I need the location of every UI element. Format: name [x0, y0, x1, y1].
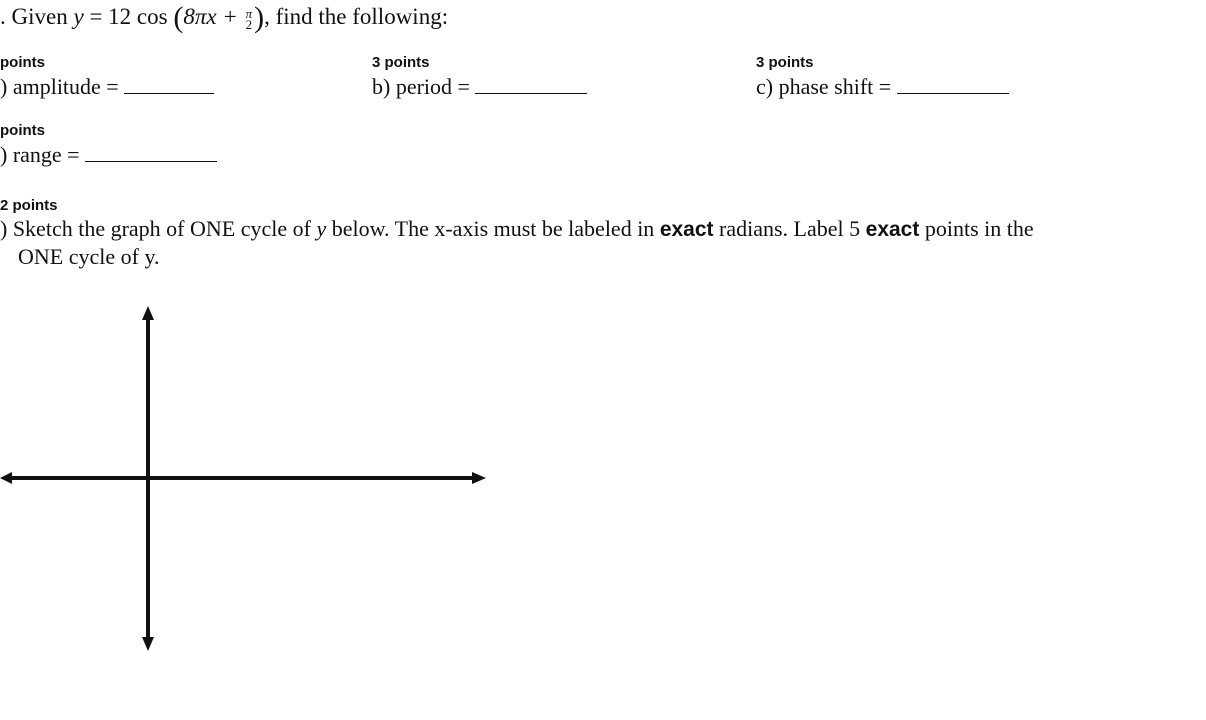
y-axis-down-arrow-icon [142, 637, 154, 651]
part-d-points: points [0, 122, 45, 139]
sketch-instructions-line1 [0, 215, 1034, 244]
cos-argument: 8πx + [183, 4, 238, 29]
question-equals: = 12 cos [83, 4, 168, 29]
part-c [756, 74, 1009, 100]
part-c-points: 3 points [756, 54, 814, 71]
fraction-numerator: π [245, 5, 253, 21]
part-b-label: b) period = [372, 74, 470, 99]
x-axis-right-arrow-icon [472, 472, 486, 484]
pi-over-two-fraction [245, 5, 253, 32]
sketch-text-3: radians. Label 5 [713, 216, 866, 241]
y-axis-up-arrow-icon [142, 306, 154, 320]
x-axis-left-arrow-icon [0, 472, 12, 484]
sketch-text-4: points in the [919, 216, 1034, 241]
open-paren: ( [173, 1, 184, 34]
fraction-denominator: 2 [245, 16, 253, 32]
sketch-exact-1: exact [659, 218, 714, 241]
sketch-y-variable: y [316, 216, 327, 241]
part-c-label: c) phase shift = [756, 74, 892, 99]
part-b-points: 3 points [372, 54, 430, 71]
sketch-text-2: below. The x-axis must be labeled in [326, 216, 660, 241]
range-answer-blank[interactable] [85, 143, 217, 162]
question-lead: . Given [0, 4, 74, 29]
amplitude-answer-blank[interactable] [124, 75, 214, 94]
part-d [0, 142, 217, 168]
part-b [372, 74, 587, 100]
part-a-points: points [0, 54, 45, 71]
part-d-label: ) range = [0, 142, 80, 167]
sketch-instructions-line2: ONE cycle of y. [18, 244, 160, 269]
part-a [0, 74, 214, 100]
y-variable: y [73, 4, 84, 29]
period-answer-blank[interactable] [475, 75, 587, 94]
close-paren: ) [254, 1, 265, 34]
blank-coordinate-axes[interactable] [0, 300, 500, 660]
phase-shift-answer-blank[interactable] [897, 75, 1009, 94]
sketch-text-1: ) Sketch the graph of ONE cycle of [0, 216, 317, 241]
question-tail: , find the following: [264, 4, 449, 29]
sketch-points: 2 points [0, 197, 58, 214]
part-a-label: ) amplitude = [0, 74, 119, 99]
sketch-exact-2: exact [865, 218, 920, 241]
question-title [0, 2, 448, 33]
